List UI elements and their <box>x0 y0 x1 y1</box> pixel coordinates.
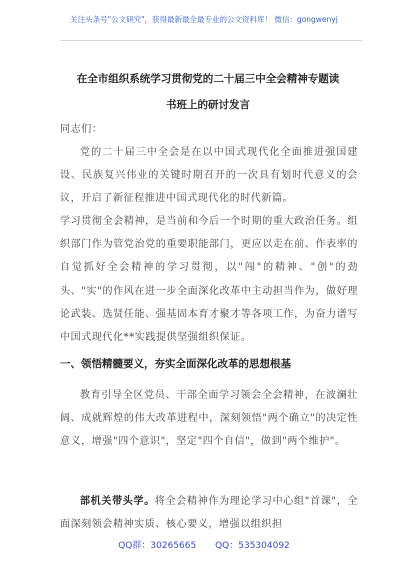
footer-contact <box>0 538 408 551</box>
paragraph-4-lead: 部机关带头学。 <box>80 496 155 507</box>
paragraph-1: 党的二十届三中全会是在以中国式现代化全面推进强国建设、民族复兴伟业的关键时期召开的一次具有划时代意义的会议，开启了新征程推进中国式现代化的时代新篇。 <box>60 147 358 205</box>
paragraph-4-text: 将全会精神作为理论学习中心组"首课"，全面深刻领会精神实质、核心要义，增强以组织担 <box>60 496 359 531</box>
document-title <box>58 66 358 118</box>
qq-number: QQ：535304092 <box>215 541 290 551</box>
header-divider <box>60 40 362 41</box>
paragraph-3: 教育引导全区党员、干部全面学习领会全会精神，在波澜壮阔、成就辉煌的伟大改革进程中，深刻领悟"两个确立"的决定性意义，增强"四个意识"，坚定"四个自信"，做到"两个维护"。 <box>60 390 358 448</box>
title-line-1: 在全市组织系统学习贯彻党的二十届三中全会精神专题读 <box>76 73 340 85</box>
top-banner: 关注头条号"公文研究"，获得最新最全最专业的公文资料库！ 微信：gongwenyj <box>70 15 338 24</box>
paragraph-2: 学习贯彻全会精神，是当前和今后一个时期的重大政治任务。组织部门作为管党治党的重要职能部门，更应以走在前、作表率的自觉抓好全会精神的学习贯彻，以"闯"的精神、"创"的劲头、"实"的作风在进一步全面深化改革中主动担当作为，做好理论武装、选贤任能、强基固本育才聚才等各项工作，为奋力谱写中国式现代化**实践提供坚强组织保证。 <box>60 216 358 344</box>
salutation: 同志们： <box>60 124 103 135</box>
paragraph-4 <box>60 490 358 536</box>
title-line-2: 书班上的研讨发言 <box>166 99 250 111</box>
qq-group: QQ群：30265665 <box>118 541 197 551</box>
section-heading-1: 一、领悟精髓要义，夯实全面深化改革的思想根基 <box>60 358 291 370</box>
